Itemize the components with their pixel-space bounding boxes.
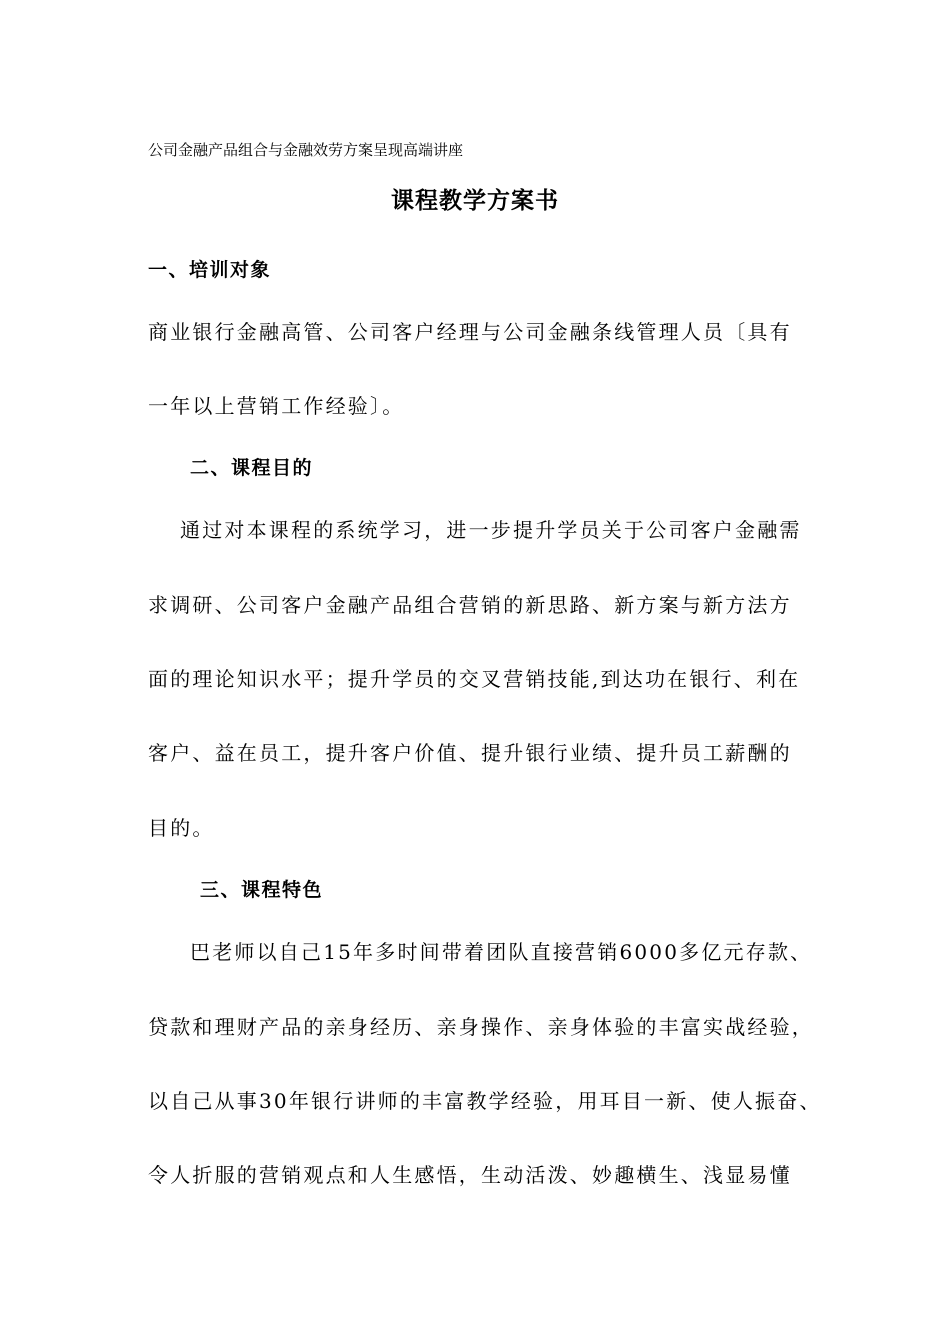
paragraph-line: 一年以上营销工作经验〕。	[148, 394, 405, 418]
paragraph-line: 面的理论知识水平；提升学员的交叉营销技能,到达功在银行、利在	[148, 667, 801, 691]
paragraph-line: 以自己从事30年银行讲师的丰富教学经验，用耳目一新、使人振奋、	[148, 1089, 822, 1113]
section-heading-course-features: 三、课程特色	[200, 879, 324, 901]
paragraph-line: 通过对本课程的系统学习，进一步提升学员关于公司客户金融需	[180, 518, 802, 542]
paragraph-line: 商业银行金融高管、公司客户经理与公司金融条线管理人员〔具有	[148, 320, 792, 344]
section-heading-course-purpose: 二、课程目的	[190, 457, 314, 479]
paragraph-line: 令人折服的营销观点和人生感悟，生动活泼、妙趣横生、浅显易懂	[148, 1163, 792, 1187]
paragraph-line: 求调研、公司客户金融产品组合营销的新思路、新方案与新方法方	[148, 593, 792, 617]
document-header-note: 公司金融产品组合与金融效劳方案呈现高端讲座	[148, 141, 464, 159]
document-title: 课程教学方案书	[391, 188, 559, 214]
paragraph-line: 贷款和理财产品的亲身经历、亲身操作、亲身体验的丰富实战经验，	[148, 1015, 814, 1039]
section-heading-training-target: 一、培训对象	[148, 259, 272, 281]
paragraph-line: 客户、益在员工，提升客户价值、提升银行业绩、提升员工薪酬的	[148, 741, 792, 765]
paragraph-line: 目的。	[148, 816, 215, 840]
paragraph-line: 巴老师以自己15年多时间带着团队直接营销6000多亿元存款、	[190, 940, 813, 964]
